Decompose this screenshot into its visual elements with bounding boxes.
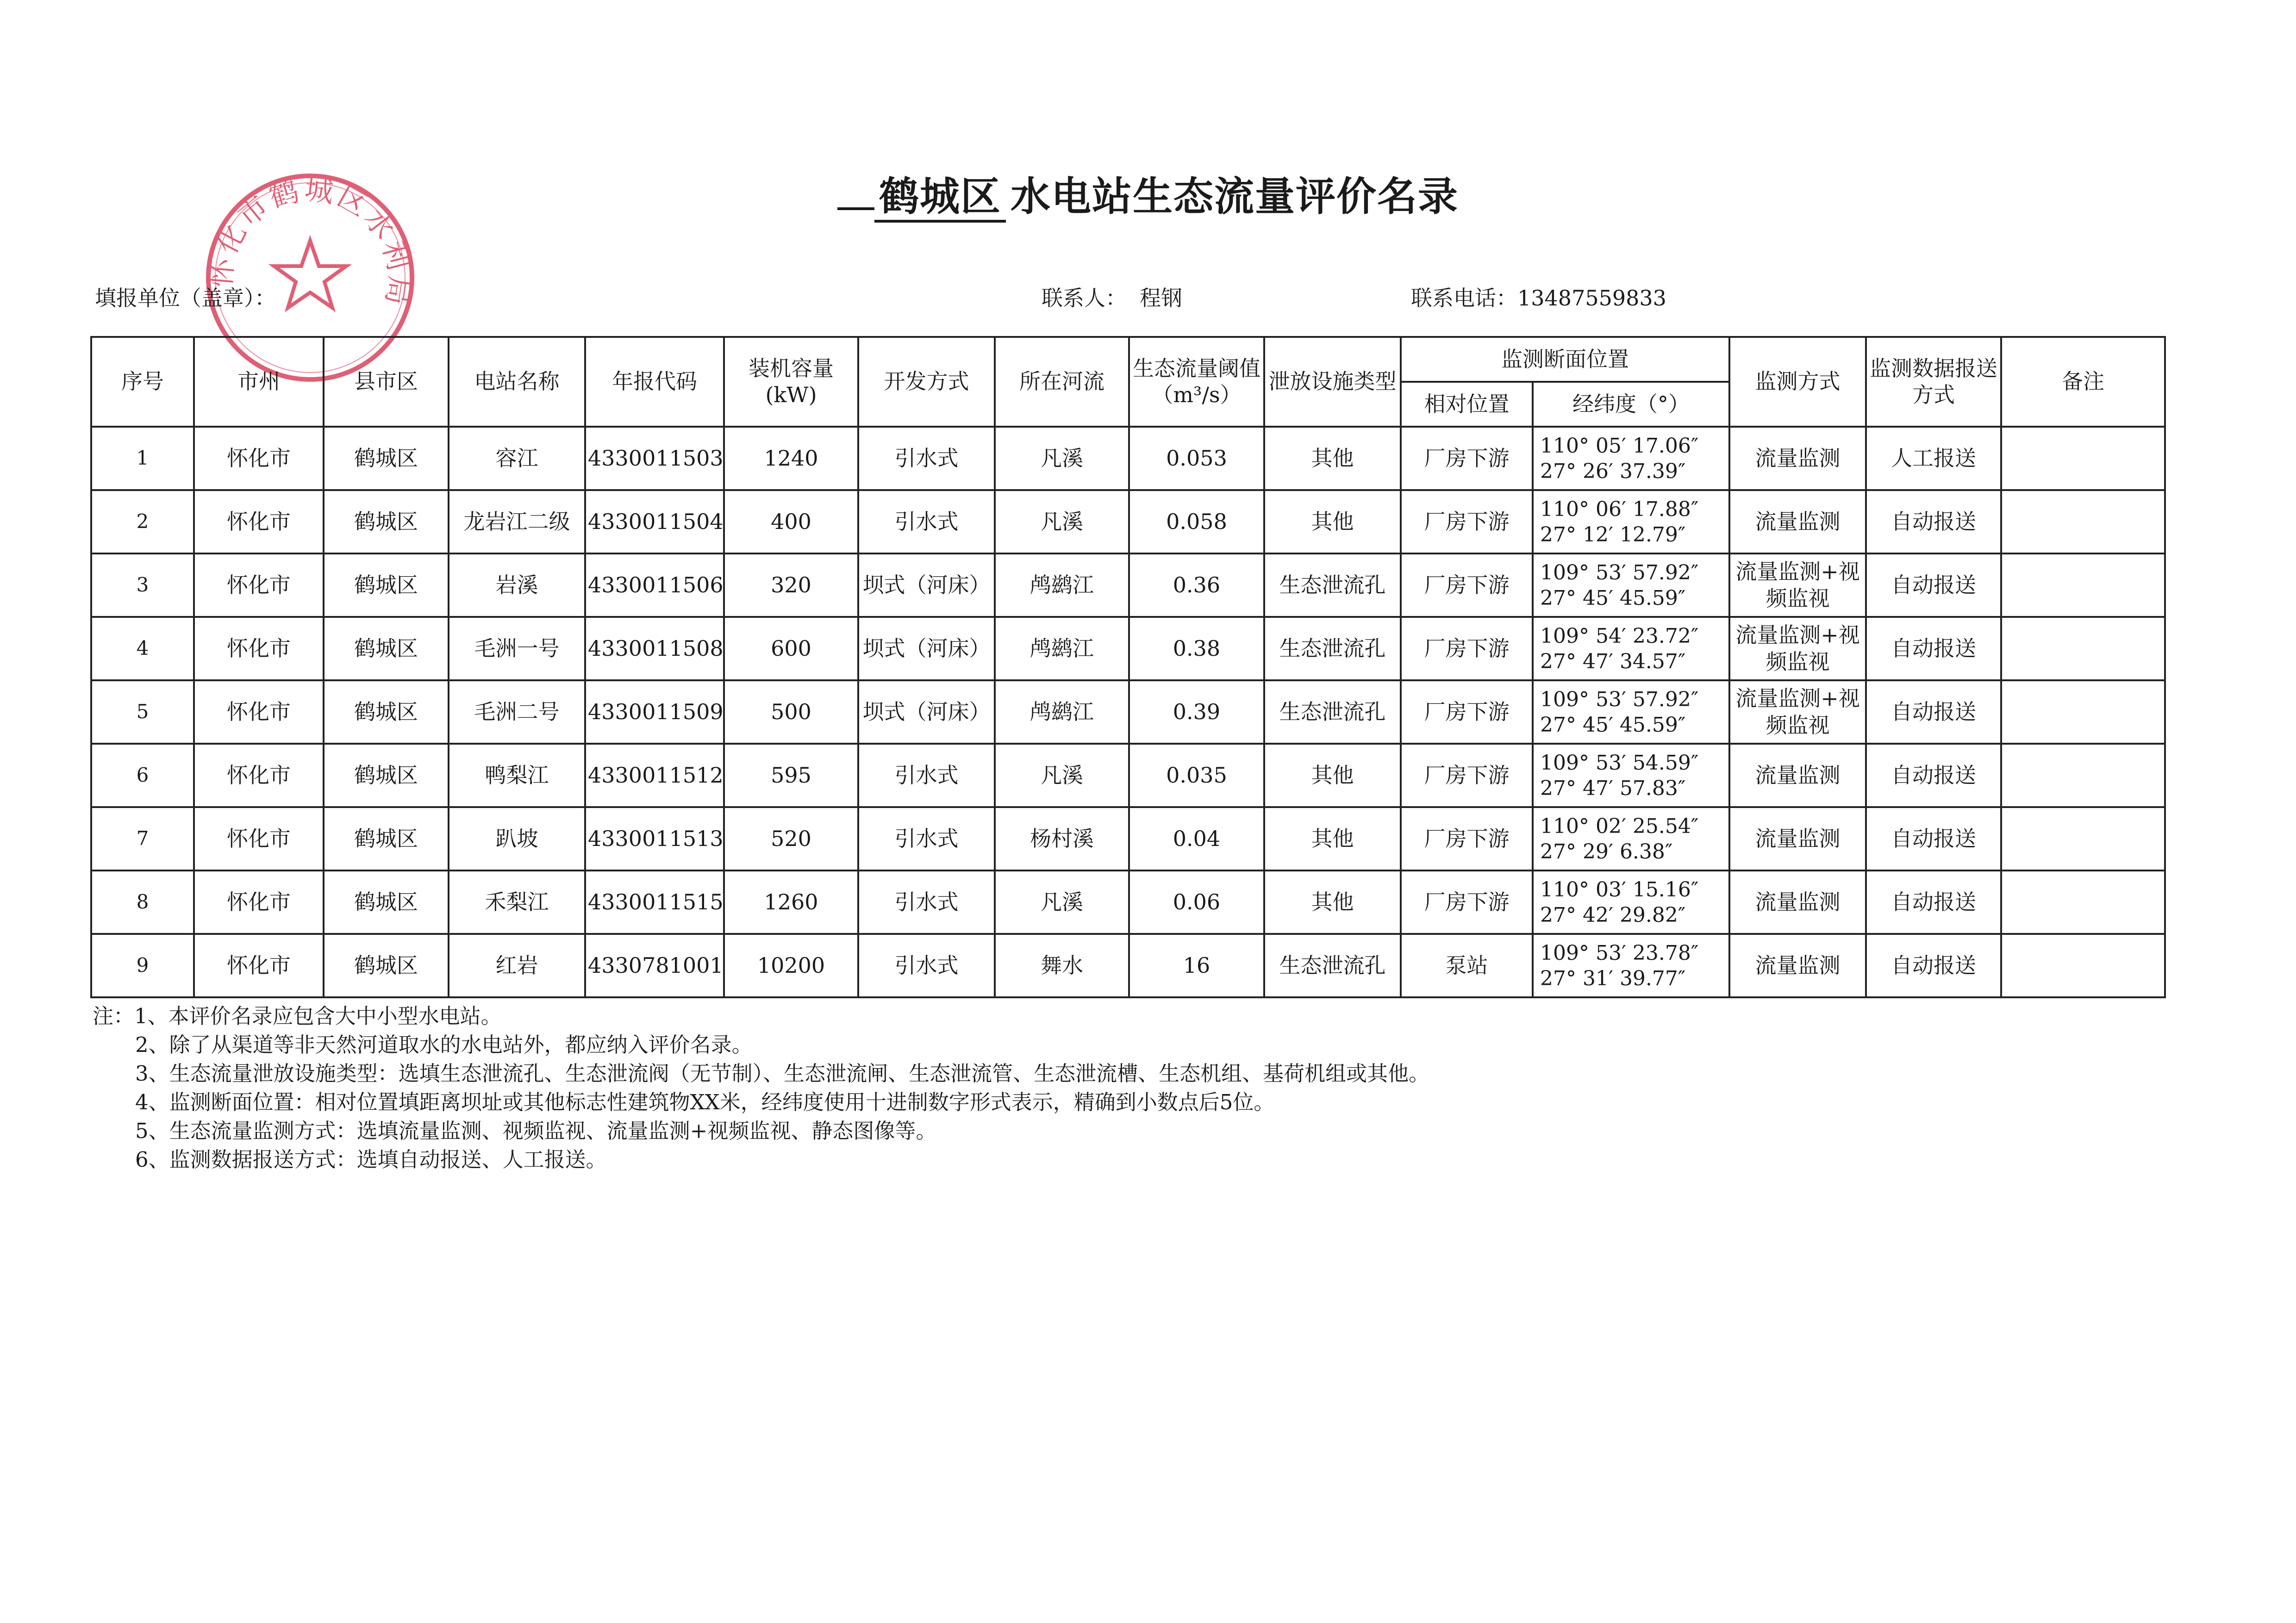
table-row (91, 871, 2165, 934)
title-underline-prefix (837, 203, 874, 210)
cell-remark (2001, 871, 2165, 934)
cell-facility: 生态泄流孔 (1264, 617, 1401, 680)
phone-label: 联系电话： (1411, 286, 1517, 311)
cell-river: 鸬鹚江 (995, 617, 1129, 680)
cell-seq: 9 (91, 934, 194, 997)
header-facility: 泄放设施类型 (1264, 337, 1401, 427)
cell-river: 凡溪 (995, 744, 1129, 807)
cell-county: 鹤城区 (324, 680, 449, 744)
cell-station: 岩溪 (449, 553, 585, 617)
cell-seq: 7 (91, 807, 194, 871)
header-section-group: 监测断面位置 (1401, 337, 1729, 382)
table-row (91, 553, 2165, 617)
cell-facility: 其他 (1264, 490, 1401, 553)
cell-monitor: 流量监测 (1729, 744, 1866, 807)
latitude: 27° 45′ 45.59″ (1540, 586, 1686, 610)
station-table (90, 336, 2166, 998)
header-code: 年报代码 (585, 337, 724, 427)
cell-rel-pos: 泵站 (1401, 934, 1533, 997)
cell-capacity: 600 (724, 617, 858, 680)
header-remark: 备注 (2001, 337, 2165, 427)
cell-river: 鸬鹚江 (995, 680, 1129, 744)
cell-monitor: 流量监测 (1729, 934, 1866, 997)
cell-report: 自动报送 (1866, 744, 2001, 807)
cell-coords (1533, 934, 1729, 997)
longitude: 110° 06′ 17.88″ (1540, 497, 1699, 521)
cell-station: 趴坡 (449, 807, 585, 871)
note-line: 注：1、本评价名录应包含大中小型水电站。 (93, 1004, 502, 1028)
note-line: 6、监测数据报送方式：选填自动报送、人工报送。 (135, 1147, 607, 1172)
longitude: 109° 53′ 23.78″ (1540, 941, 1699, 965)
cell-station: 禾梨江 (449, 871, 585, 934)
cell-dev-mode: 引水式 (858, 490, 995, 553)
cell-code: 4330781001 (585, 934, 724, 997)
cell-coords (1533, 680, 1729, 744)
cell-county: 鹤城区 (324, 871, 449, 934)
cell-capacity: 500 (724, 680, 858, 744)
cell-code: 4330011506 (585, 553, 724, 617)
cell-city: 怀化市 (194, 427, 324, 490)
cell-rel-pos: 厂房下游 (1401, 553, 1533, 617)
cell-seq: 4 (91, 617, 194, 680)
cell-dev-mode: 引水式 (858, 871, 995, 934)
cell-dev-mode: 引水式 (858, 427, 995, 490)
cell-facility: 生态泄流孔 (1264, 553, 1401, 617)
cell-river: 舞水 (995, 934, 1129, 997)
cell-capacity: 595 (724, 744, 858, 807)
note-line: 5、生态流量监测方式：选填流量监测、视频监视、流量监测+视频监视、静态图像等。 (135, 1119, 937, 1143)
cell-station: 毛洲一号 (449, 617, 585, 680)
latitude: 27° 45′ 45.59″ (1540, 713, 1686, 737)
latitude: 27° 29′ 6.38″ (1540, 839, 1673, 864)
longitude: 109° 53′ 54.59″ (1540, 751, 1699, 775)
cell-facility: 其他 (1264, 871, 1401, 934)
table-row (91, 490, 2165, 553)
cell-seq: 8 (91, 871, 194, 934)
cell-dev-mode: 坝式（河床） (858, 680, 995, 744)
cell-county: 鹤城区 (324, 553, 449, 617)
cell-report: 自动报送 (1866, 553, 2001, 617)
latitude: 27° 47′ 34.57″ (1540, 649, 1686, 673)
cell-remark (2001, 427, 2165, 490)
table-body (91, 427, 2165, 997)
cell-capacity: 400 (724, 490, 858, 553)
cell-facility: 其他 (1264, 427, 1401, 490)
cell-capacity: 1260 (724, 871, 858, 934)
header-county: 县市区 (324, 337, 449, 427)
cell-seq: 3 (91, 553, 194, 617)
table-row (91, 807, 2165, 871)
cell-river: 杨村溪 (995, 807, 1129, 871)
cell-code: 4330011515 (585, 871, 724, 934)
header-capacity: 装机容量(kW) (724, 337, 858, 427)
table-row (91, 427, 2165, 490)
cell-remark (2001, 744, 2165, 807)
cell-report: 人工报送 (1866, 427, 2001, 490)
cell-eco-flow: 0.058 (1129, 490, 1264, 553)
title-region: 鹤城区 (874, 174, 1006, 223)
cell-remark (2001, 807, 2165, 871)
cell-rel-pos: 厂房下游 (1401, 807, 1533, 871)
contact-label: 联系人： (1042, 286, 1127, 311)
cell-county: 鹤城区 (324, 934, 449, 997)
latitude: 27° 12′ 12.79″ (1540, 522, 1686, 547)
cell-county: 鹤城区 (324, 744, 449, 807)
cell-seq: 5 (91, 680, 194, 744)
cell-river: 凡溪 (995, 871, 1129, 934)
latitude: 27° 31′ 39.77″ (1540, 966, 1686, 990)
cell-coords (1533, 553, 1729, 617)
cell-county: 鹤城区 (324, 807, 449, 871)
cell-facility: 其他 (1264, 807, 1401, 871)
cell-county: 鹤城区 (324, 490, 449, 553)
contact-block (1042, 281, 1182, 312)
cell-code: 4330011513 (585, 807, 724, 871)
cell-rel-pos: 厂房下游 (1401, 680, 1533, 744)
header-station: 电站名称 (449, 337, 585, 427)
longitude: 110° 02′ 25.54″ (1540, 814, 1699, 838)
cell-coords (1533, 871, 1729, 934)
cell-remark (2001, 934, 2165, 997)
cell-rel-pos: 厂房下游 (1401, 427, 1533, 490)
cell-monitor: 流量监测 (1729, 871, 1866, 934)
cell-dev-mode: 引水式 (858, 744, 995, 807)
cell-station: 龙岩江二级 (449, 490, 585, 553)
table-row (91, 680, 2165, 744)
cell-monitor: 流量监测+视频监视 (1729, 680, 1866, 744)
cell-remark (2001, 553, 2165, 617)
cell-monitor: 流量监测+视频监视 (1729, 617, 1866, 680)
phone-block (1411, 281, 1666, 312)
table-header-row (91, 337, 2165, 382)
cell-station: 容江 (449, 427, 585, 490)
cell-coords (1533, 490, 1729, 553)
cell-river: 凡溪 (995, 427, 1129, 490)
cell-eco-flow: 0.36 (1129, 553, 1264, 617)
cell-rel-pos: 厂房下游 (1401, 490, 1533, 553)
cell-code: 4330011503 (585, 427, 724, 490)
cell-seq: 6 (91, 744, 194, 807)
cell-coords (1533, 617, 1729, 680)
cell-station: 红岩 (449, 934, 585, 997)
cell-coords (1533, 427, 1729, 490)
header-dev-mode: 开发方式 (858, 337, 995, 427)
cell-dev-mode: 坝式（河床） (858, 553, 995, 617)
header-city: 市州 (194, 337, 324, 427)
cell-code: 4330011504 (585, 490, 724, 553)
latitude: 27° 26′ 37.39″ (1540, 459, 1686, 483)
cell-rel-pos: 厂房下游 (1401, 871, 1533, 934)
cell-code: 4330011512 (585, 744, 724, 807)
latitude: 27° 42′ 29.82″ (1540, 903, 1686, 927)
cell-rel-pos: 厂房下游 (1401, 617, 1533, 680)
cell-monitor: 流量监测 (1729, 427, 1866, 490)
phone-number: 13487559833 (1517, 286, 1666, 311)
notes (93, 1002, 1429, 1174)
cell-station: 鸭梨江 (449, 744, 585, 807)
cell-city: 怀化市 (194, 617, 324, 680)
header-river: 所在河流 (995, 337, 1129, 427)
cell-county: 鹤城区 (324, 617, 449, 680)
cell-capacity: 320 (724, 553, 858, 617)
longitude: 109° 53′ 57.92″ (1540, 687, 1699, 711)
longitude: 109° 54′ 23.72″ (1540, 624, 1699, 648)
cell-remark (2001, 680, 2165, 744)
header-rel-pos: 相对位置 (1401, 382, 1533, 427)
note-line: 3、生态流量泄放设施类型：选填生态泄流孔、生态泄流阀（无节制）、生态泄流闸、生态泄流管、生态泄流槽、生态机组、基荷机组或其他。 (135, 1061, 1430, 1086)
cell-capacity: 1240 (724, 427, 858, 490)
cell-code: 4330011508 (585, 617, 724, 680)
header-report: 监测数据报送方式 (1866, 337, 2001, 427)
cell-coords (1533, 807, 1729, 871)
cell-river: 凡溪 (995, 490, 1129, 553)
cell-city: 怀化市 (194, 490, 324, 553)
table-row (91, 934, 2165, 997)
cell-city: 怀化市 (194, 744, 324, 807)
cell-facility: 其他 (1264, 744, 1401, 807)
cell-seq: 2 (91, 490, 194, 553)
cell-report: 自动报送 (1866, 934, 2001, 997)
cell-rel-pos: 厂房下游 (1401, 744, 1533, 807)
header-seq: 序号 (91, 337, 194, 427)
cell-city: 怀化市 (194, 807, 324, 871)
cell-city: 怀化市 (194, 680, 324, 744)
table-row (91, 617, 2165, 680)
cell-dev-mode: 引水式 (858, 934, 995, 997)
cell-facility: 生态泄流孔 (1264, 680, 1401, 744)
svg-text:怀化市鹤城区水利局: 怀化市鹤城区水利局 (203, 172, 417, 310)
cell-city: 怀化市 (194, 934, 324, 997)
cell-report: 自动报送 (1866, 490, 2001, 553)
header-monitor: 监测方式 (1729, 337, 1866, 427)
cell-city: 怀化市 (194, 871, 324, 934)
cell-remark (2001, 617, 2165, 680)
cell-city: 怀化市 (194, 553, 324, 617)
cell-monitor: 流量监测 (1729, 807, 1866, 871)
cell-river: 鸬鹚江 (995, 553, 1129, 617)
note-line: 2、除了从渠道等非天然河道取水的水电站外，都应纳入评价名录。 (135, 1032, 753, 1057)
cell-monitor: 流量监测 (1729, 490, 1866, 553)
cell-code: 4330011509 (585, 680, 724, 744)
cell-eco-flow: 0.39 (1129, 680, 1264, 744)
cell-eco-flow: 0.04 (1129, 807, 1264, 871)
contact-name: 程钢 (1140, 286, 1182, 311)
cell-eco-flow: 0.035 (1129, 744, 1264, 807)
header-coords: 经纬度（°） (1533, 382, 1729, 427)
title-main: 水电站生态流量评价名录 (1011, 174, 1459, 220)
cell-eco-flow: 0.06 (1129, 871, 1264, 934)
cell-eco-flow: 16 (1129, 934, 1264, 997)
cell-dev-mode: 引水式 (858, 807, 995, 871)
cell-monitor: 流量监测+视频监视 (1729, 553, 1866, 617)
cell-seq: 1 (91, 427, 194, 490)
cell-report: 自动报送 (1866, 680, 2001, 744)
header-eco-flow: 生态流量阈值（m³/s） (1129, 337, 1264, 427)
unit-label: 填报单位（盖章）： (95, 286, 276, 311)
cell-capacity: 520 (724, 807, 858, 871)
cell-capacity: 10200 (724, 934, 858, 997)
table-row (91, 744, 2165, 807)
note-line: 4、监测断面位置：相对位置填距离坝址或其他标志性建筑物XX米，经纬度使用十进制数字形式表示，精确到小数点后5位。 (135, 1090, 1275, 1114)
cell-remark (2001, 490, 2165, 553)
cell-report: 自动报送 (1866, 871, 2001, 934)
cell-county: 鹤城区 (324, 427, 449, 490)
cell-coords (1533, 744, 1729, 807)
longitude: 110° 05′ 17.06″ (1540, 434, 1699, 458)
latitude: 27° 47′ 57.83″ (1540, 776, 1686, 800)
cell-eco-flow: 0.053 (1129, 427, 1264, 490)
longitude: 109° 53′ 57.92″ (1540, 560, 1699, 585)
cell-eco-flow: 0.38 (1129, 617, 1264, 680)
cell-report: 自动报送 (1866, 617, 2001, 680)
document-title (0, 164, 2296, 222)
cell-dev-mode: 坝式（河床） (858, 617, 995, 680)
cell-station: 毛洲二号 (449, 680, 585, 744)
cell-facility: 生态泄流孔 (1264, 934, 1401, 997)
cell-report: 自动报送 (1866, 807, 2001, 871)
longitude: 110° 03′ 15.16″ (1540, 877, 1699, 902)
